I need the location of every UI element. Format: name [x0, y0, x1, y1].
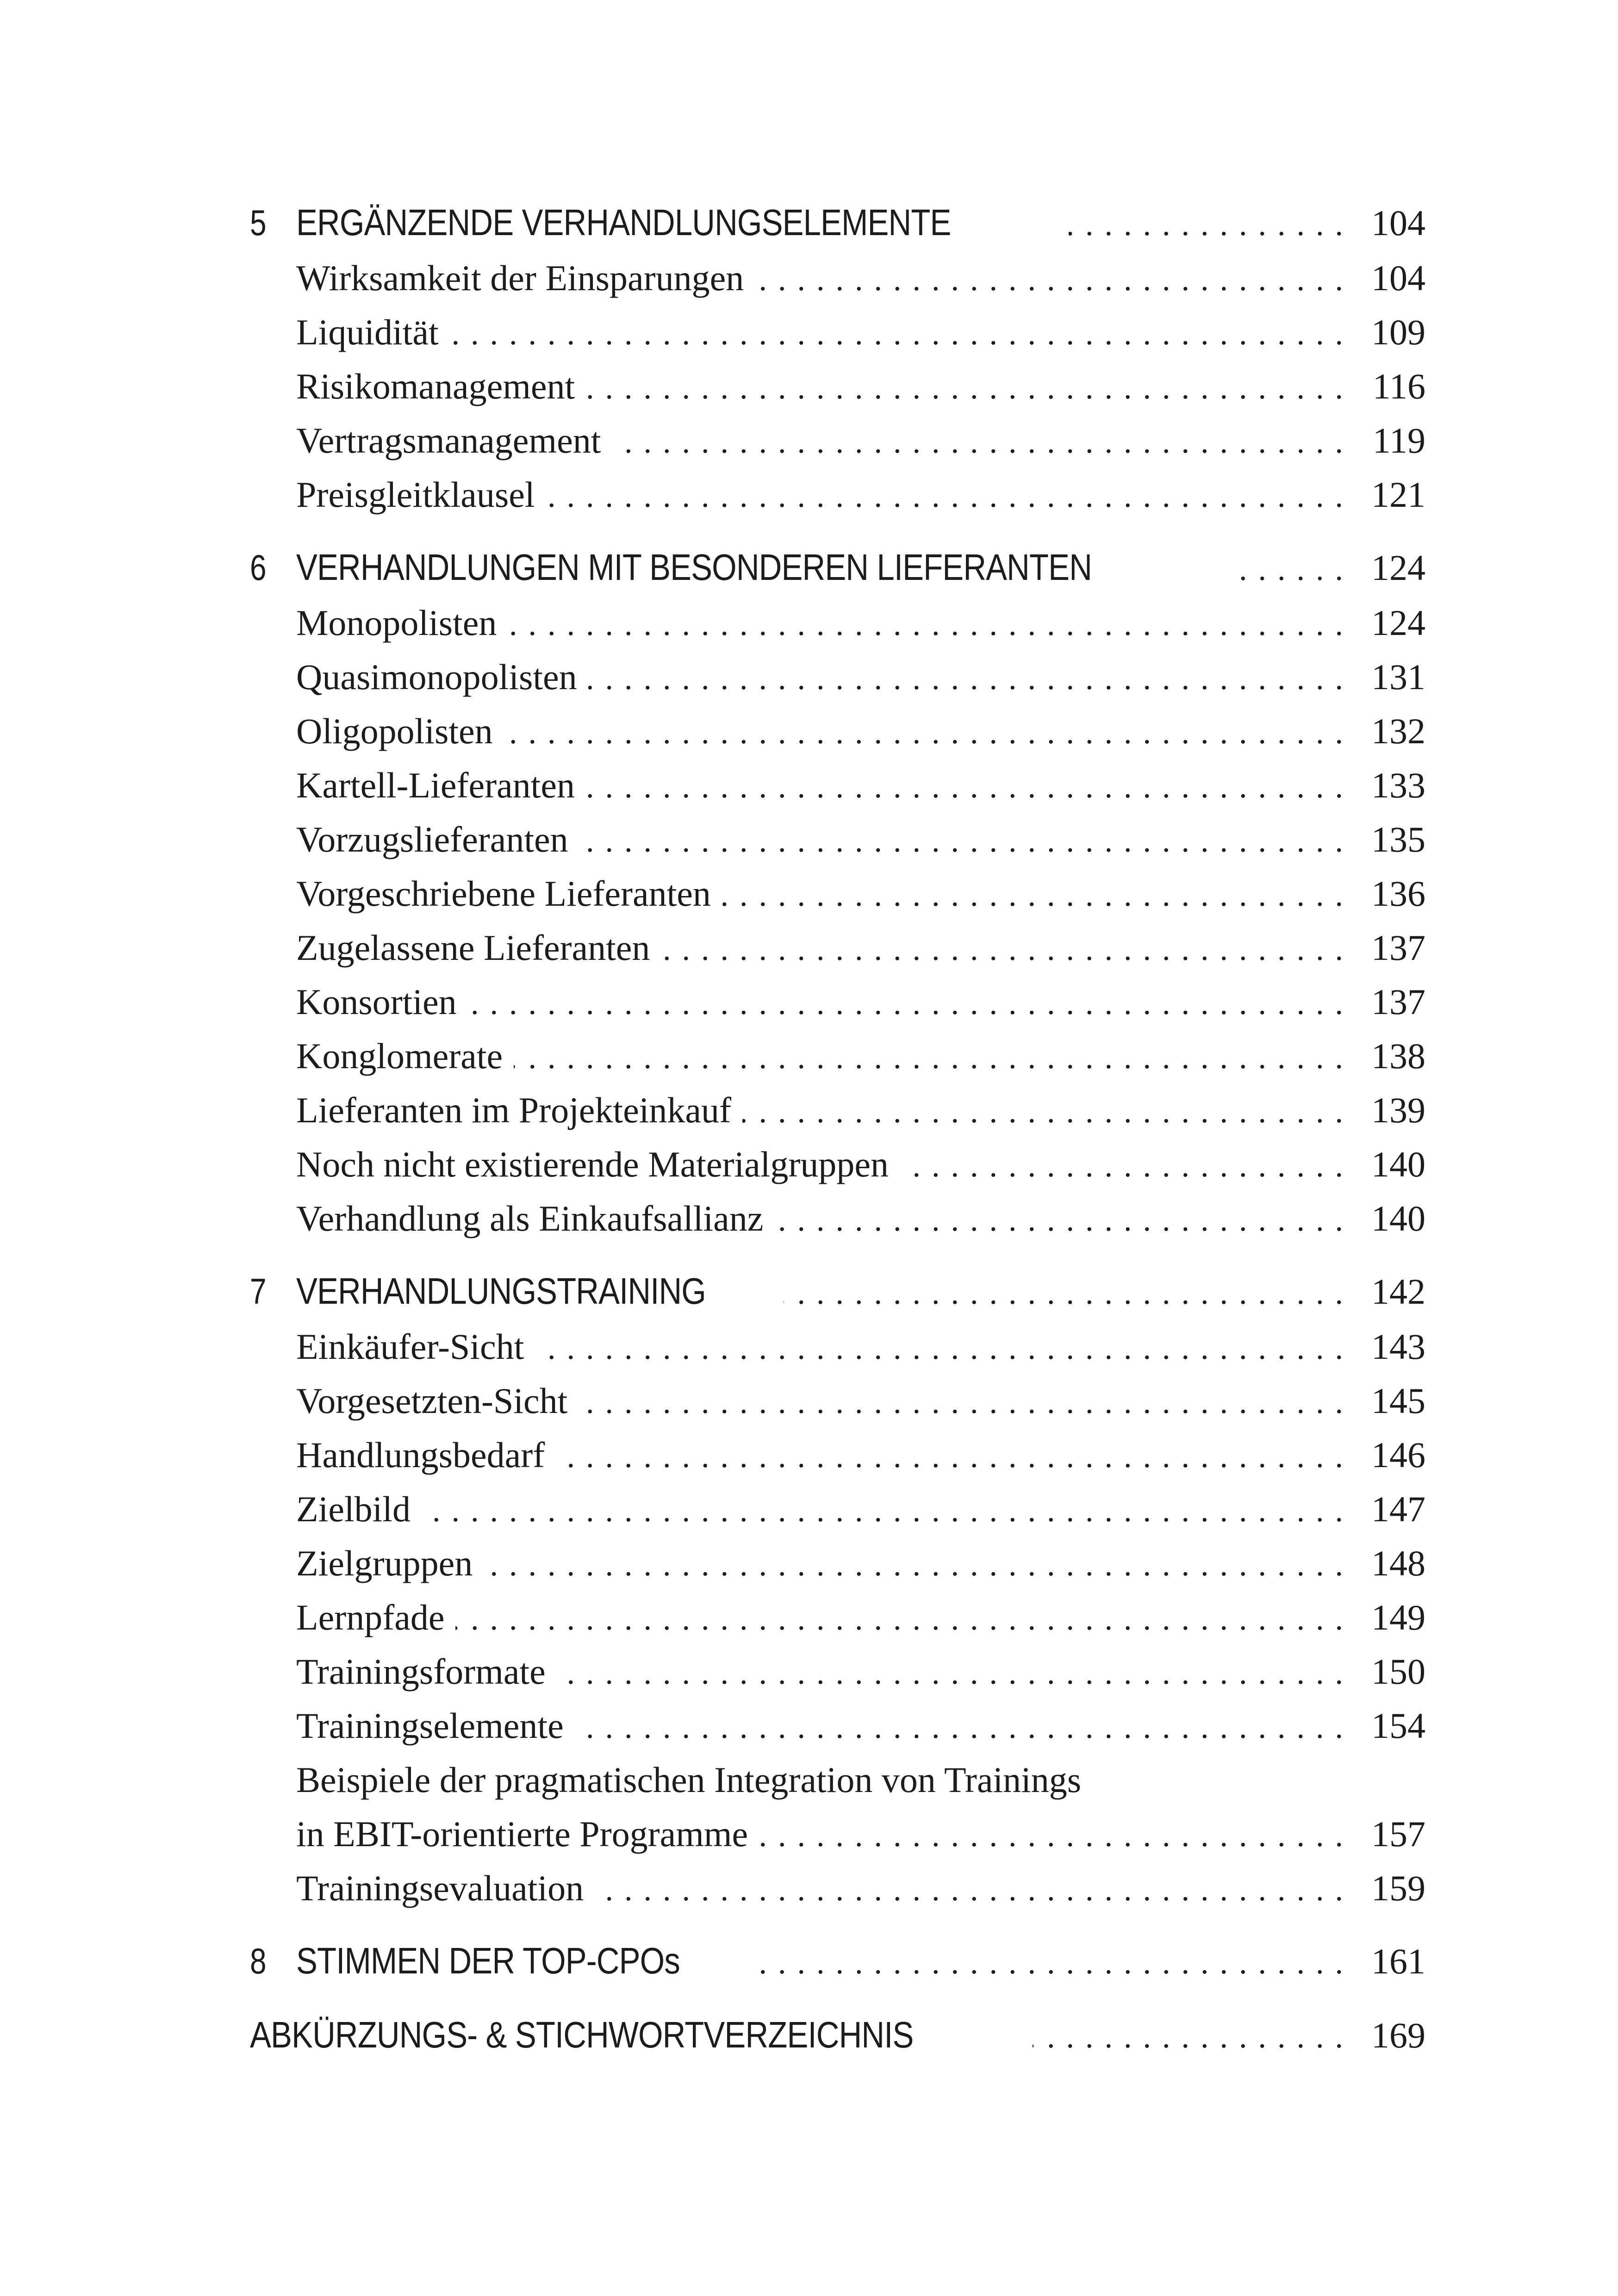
- entry-title: Lernpfade: [296, 1597, 445, 1637]
- page-number: 140: [1371, 1198, 1425, 1238]
- dot-leader: [579, 1375, 1354, 1430]
- page-number: 133: [1371, 765, 1425, 805]
- page-number: 131: [1371, 657, 1425, 697]
- page-number: 148: [1371, 1543, 1425, 1583]
- entry-title: Trainingsevaluation: [296, 1868, 584, 1908]
- toc-entry[interactable]: [250, 1536, 1425, 1590]
- entry-title: Verhandlung als Einkaufsallianz: [296, 1198, 764, 1238]
- dot-leader: [556, 1430, 1354, 1484]
- entry-title: Quasimonopolisten: [296, 657, 577, 697]
- page-number: 157: [1371, 1814, 1425, 1854]
- page-number: 161: [1371, 1941, 1425, 1981]
- page-number: 137: [1371, 927, 1425, 968]
- page-number: 140: [1371, 1144, 1425, 1184]
- entry-title: Zielbild: [296, 1489, 411, 1529]
- toc-entry[interactable]: [250, 650, 1425, 704]
- entry-title: Konsortien: [296, 982, 457, 1022]
- dot-leader: [595, 1863, 1354, 1917]
- page-number: 139: [1371, 1090, 1425, 1130]
- page-number: 104: [1371, 258, 1425, 298]
- page-number: 147: [1371, 1489, 1425, 1529]
- toc-entry[interactable]: [250, 1861, 1425, 1915]
- toc-entry[interactable]: [250, 866, 1425, 921]
- chapter-number: 6: [250, 547, 267, 588]
- page-number: 119: [1372, 420, 1425, 460]
- entry-title: Risikomanagement: [296, 366, 575, 406]
- entry-title: Noch nicht existierende Materialgruppen: [296, 1144, 889, 1184]
- toc-entry[interactable]: [250, 1137, 1425, 1191]
- dot-leader: [575, 1700, 1354, 1755]
- page-number: 136: [1371, 873, 1425, 914]
- chapter-title: VERHANDLUNGSTRAINING: [296, 1270, 706, 1312]
- chapter-7: [250, 1263, 1425, 1915]
- page-number: 149: [1371, 1597, 1425, 1637]
- page-number: 169: [1371, 2015, 1425, 2055]
- entry-title: Vertragsmanagement: [296, 420, 601, 460]
- dot-leader: [759, 1809, 1354, 1863]
- entry-title: Vorgeschriebene Lieferanten: [296, 873, 711, 914]
- page-number: 150: [1371, 1651, 1425, 1692]
- entry-title: Oligopolisten: [296, 711, 493, 751]
- toc-entry[interactable]: [250, 1029, 1425, 1083]
- chapter-8: [250, 1933, 1425, 1989]
- dot-leader: [450, 307, 1354, 361]
- chapter-5: [250, 194, 1425, 522]
- entry-title: Konglomerate: [296, 1036, 503, 1076]
- toc-entry[interactable]: [250, 1374, 1425, 1428]
- toc-entry[interactable]: [250, 1482, 1425, 1536]
- toc-entry[interactable]: [250, 1644, 1425, 1699]
- dot-leader: [514, 1031, 1354, 1085]
- page-number: 124: [1371, 548, 1425, 588]
- page-number: 121: [1371, 474, 1425, 515]
- dot-leader: [468, 977, 1354, 1031]
- dot-leader: [900, 1139, 1354, 1193]
- toc-entry[interactable]: [250, 975, 1425, 1029]
- chapter-number: 8: [250, 1941, 267, 1981]
- chapter-number: 7: [250, 1271, 267, 1312]
- toc-entry[interactable]: [250, 758, 1425, 812]
- toc-entry[interactable]: [250, 305, 1425, 359]
- toc-entry[interactable]: [250, 1191, 1425, 1245]
- toc-entry[interactable]: [250, 251, 1425, 305]
- page-number: 138: [1371, 1036, 1425, 1076]
- dot-leader: [586, 760, 1354, 814]
- dot-leader: [546, 469, 1354, 523]
- chapter-heading[interactable]: [250, 539, 1425, 596]
- dot-leader: [586, 361, 1354, 415]
- dot-leader: [557, 1646, 1354, 1700]
- table-of-contents: [250, 194, 1425, 2081]
- page-number: 142: [1371, 1271, 1425, 1312]
- dot-leader: [612, 415, 1354, 469]
- page-number: 135: [1371, 819, 1425, 859]
- entry-title: Kartell-Lieferanten: [296, 765, 575, 805]
- entry-title: Vorzugslieferanten: [296, 819, 568, 859]
- dot-leader: [508, 597, 1354, 652]
- dot-leader: [484, 1538, 1354, 1592]
- entry-title: Handlungsbedarf: [296, 1435, 545, 1475]
- entry-title: Preisgleitklausel: [296, 474, 535, 515]
- toc-entry[interactable]: [250, 413, 1425, 467]
- toc-entry[interactable]: [250, 1428, 1425, 1482]
- dot-leader: [579, 814, 1354, 868]
- chapter-number: 5: [250, 202, 267, 243]
- dot-leader: [722, 868, 1354, 922]
- toc-entry[interactable]: [250, 812, 1425, 866]
- chapter-title: VERHANDLUNGEN MIT BESONDEREN LIEFERANTEN: [296, 547, 1092, 588]
- toc-entry[interactable]: [250, 1083, 1425, 1137]
- entry-title: Vorgesetzten-Sicht: [296, 1381, 568, 1421]
- page-number: 146: [1371, 1435, 1425, 1475]
- entry-title: in EBIT-orientierte Programme: [296, 1814, 748, 1854]
- dot-leader: [1069, 197, 1354, 253]
- page-number: 159: [1371, 1868, 1425, 1908]
- dot-leader: [504, 706, 1354, 760]
- entry-title: Monopolisten: [296, 603, 497, 643]
- dot-leader: [661, 922, 1354, 977]
- entry-title: Liquidität: [296, 312, 439, 352]
- chapter-heading[interactable]: [250, 194, 1425, 251]
- dot-leader: [784, 1265, 1354, 1322]
- entry-title: Beispiele der pragmatischen Integration von Trainings: [296, 1760, 1082, 1800]
- chapter-title: STIMMEN DER TOP-CPOs: [296, 1940, 680, 1981]
- toc-entry[interactable]: [250, 704, 1425, 758]
- chapter-title: ERGÄNZENDE VERHANDLUNGSELEMENTE: [296, 202, 951, 243]
- toc-entry[interactable]: [250, 1699, 1425, 1753]
- entry-title: Trainingselemente: [296, 1705, 564, 1746]
- dot-leader: [1232, 541, 1354, 598]
- appendix-heading[interactable]: [250, 2007, 1425, 2063]
- page-number: 145: [1371, 1381, 1425, 1421]
- toc-entry-line1[interactable]: [250, 1753, 1425, 1807]
- entry-title: Lieferanten im Projekteinkauf: [296, 1090, 731, 1130]
- toc-entry[interactable]: [250, 1590, 1425, 1644]
- dot-leader: [742, 1085, 1354, 1139]
- entry-title: Zugelassene Lieferanten: [296, 927, 650, 968]
- dot-leader: [455, 1592, 1354, 1646]
- page-number: 143: [1371, 1326, 1425, 1367]
- toc-entry[interactable]: [250, 596, 1425, 650]
- page-number: 137: [1371, 982, 1425, 1022]
- page-number: 132: [1371, 711, 1425, 751]
- page-number: 109: [1371, 312, 1425, 352]
- entry-title: Zielgruppen: [296, 1543, 473, 1583]
- page-number: 154: [1371, 1705, 1425, 1746]
- entry-title: Wirksamkeit der Einsparungen: [296, 258, 744, 298]
- page-number: 104: [1371, 203, 1425, 243]
- entry-title: Trainingsformate: [296, 1651, 546, 1692]
- dot-leader: [422, 1484, 1354, 1538]
- page-number: 124: [1371, 603, 1425, 643]
- dot-leader: [1033, 2009, 1354, 2066]
- appendix-title: ABKÜRZUNGS- & STICHWORTVERZEICHNIS: [250, 2014, 914, 2055]
- appendix-index: [250, 2007, 1425, 2063]
- dot-leader: [535, 1321, 1354, 1375]
- chapter-6: [250, 539, 1425, 1245]
- toc-entry[interactable]: [250, 359, 1425, 413]
- dot-leader: [755, 253, 1354, 307]
- toc-entry[interactable]: [250, 467, 1425, 522]
- page-number: 116: [1372, 366, 1425, 406]
- chapter-heading[interactable]: [250, 1933, 1425, 1989]
- toc-entry[interactable]: [250, 1807, 1425, 1861]
- toc-entry[interactable]: [250, 1319, 1425, 1374]
- dot-leader: [774, 1193, 1354, 1247]
- dot-leader: [588, 652, 1354, 706]
- dot-leader: [753, 1935, 1354, 1991]
- entry-title: Einkäufer-Sicht: [296, 1326, 524, 1367]
- chapter-heading[interactable]: [250, 1263, 1425, 1319]
- toc-entry[interactable]: [250, 921, 1425, 975]
